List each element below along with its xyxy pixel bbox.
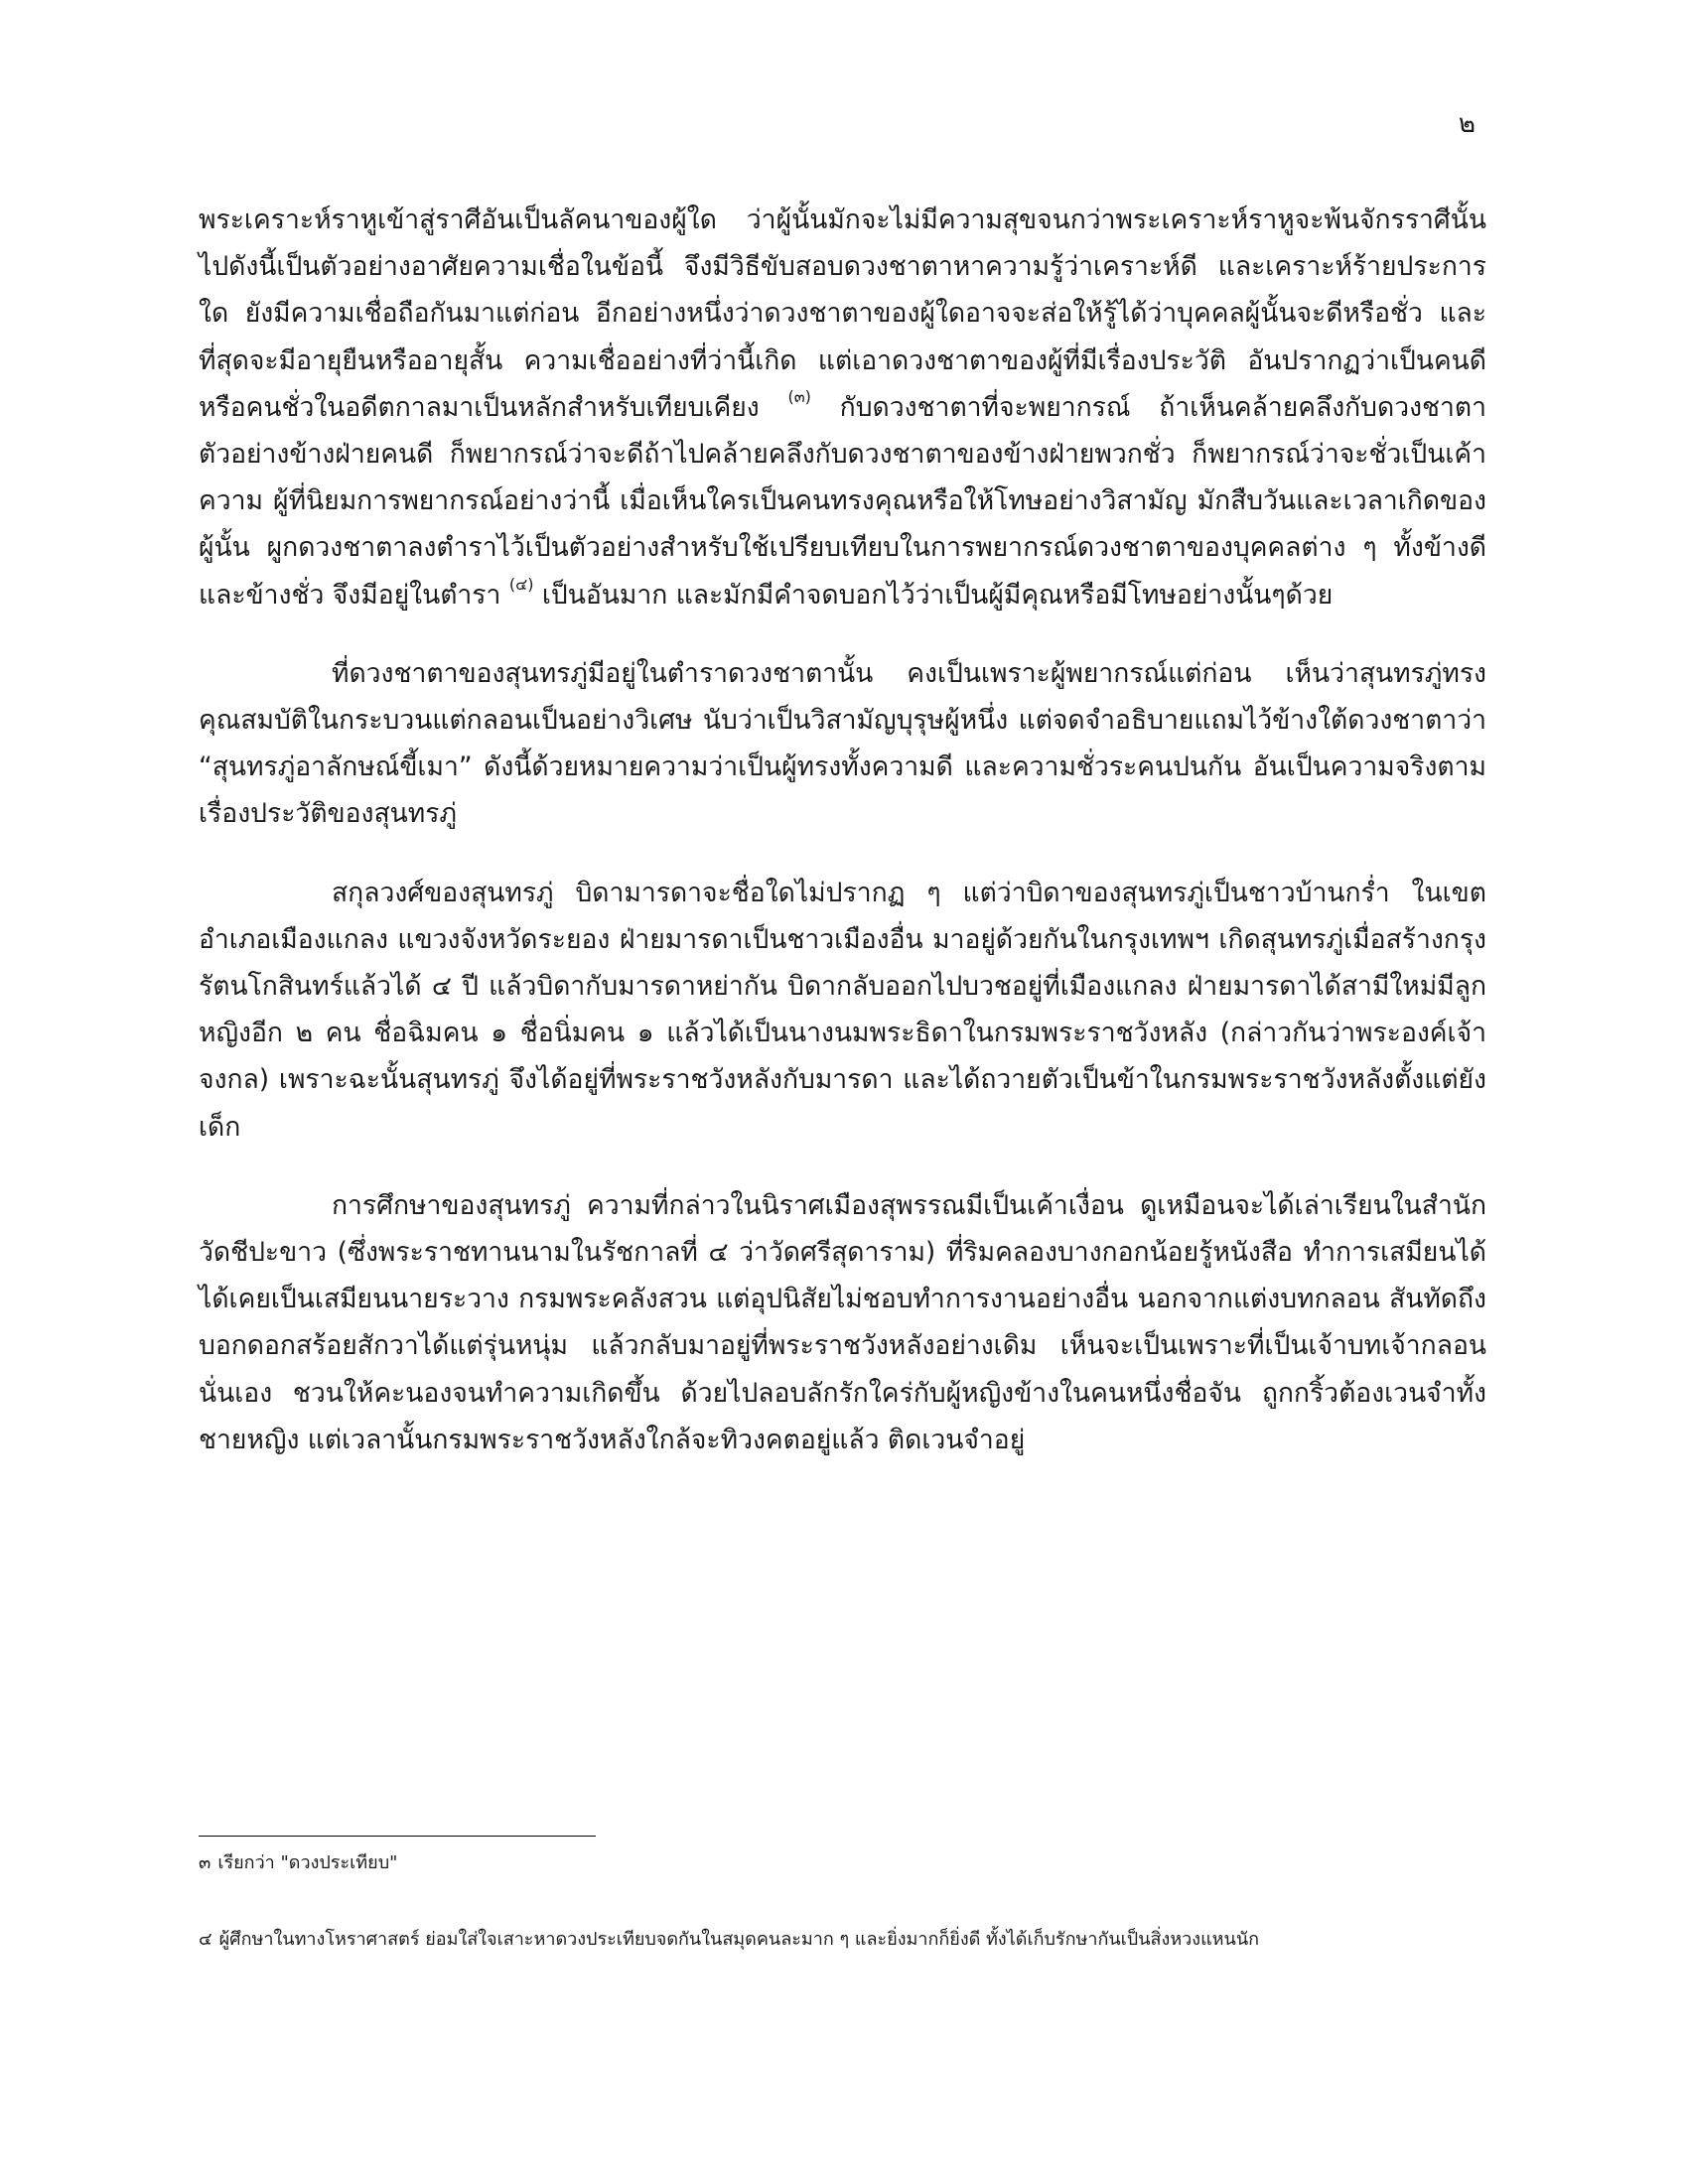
footnote-3-number: ๓	[199, 1852, 211, 1873]
paragraph-3: สกุลวงศ์ของสุนทรภู่ บิดามารดาจะชื่อใดไม่ปรากฏ ๆ แต่ว่าบิดาของสุนทรภู่เป็นชาวบ้านกร่ำ ในเขตอำเภอเมืองแกลง แขวงจังหวัดระยอง ฝ่ายมารดาเป็นชาวเมืองอื่น มาอยู่ด้วยกันในกรุงเทพฯ เกิดสุนทรภู่เมื่อสร้างกรุงรัตนโกสินทร์แล้วได้ ๔ ปี แล้วบิดากับมารดาหย่ากัน บิดากลับออกไปบวชอยู่ที่เมืองแกลง ฝ่ายมารดาได้สามีใหม่มีลูกหญิงอีก ๒ คน ชื่อฉิมคน ๑ ชื่อนิ่มคน ๑ แล้วได้เป็นนางนมพระธิดาในกรมพระราชวังหลัง (กล่าวกันว่าพระองค์เจ้าจงกล) เพราะฉะนั้นสุนทรภู่ จึงได้อยู่ที่พระราชวังหลังกับมารดา และได้ถวายตัวเป็นข้าในกรมพระราชวังหลังตั้งแต่ยังเด็ก	[199, 877, 1486, 1143]
footnote-ref-4: (๔)	[508, 574, 534, 594]
page-number: ๒	[1458, 109, 1476, 139]
footnote-3-text: เรียกว่า "ดวงประเทียบ"	[217, 1852, 398, 1873]
paragraph-1-text-c: เป็นอันมาก และมักมีคำจดบอกไว้ว่าเป็นผู้มีคุณหรือมีโทษอย่างนั้นๆด้วย	[533, 579, 1334, 611]
footnote-divider	[199, 1836, 596, 1837]
footnote-ref-3: (๓)	[787, 386, 811, 406]
paragraph-1	[199, 197, 1486, 618]
paragraph-2: ที่ดวงชาตาของสุนทรภู่มีอยู่ในตำราดวงชาตานั้น คงเป็นเพราะผู้พยากรณ์แต่ก่อน เห็นว่าสุนทรภู่ทรงคุณสมบัติในกระบวนแต่กลอนเป็นอย่างวิเศษ นับว่าเป็นวิสามัญบุรุษผู้หนึ่ง แต่จดจำอธิบายแถมไว้ข้างใต้ดวงชาตาว่า “สุนทรภู่อาลักษณ์ขี้เมา” ดังนี้ด้วยหมายความว่าเป็นผู้ทรงทั้งความดี และความชั่วระคนปนกัน อันเป็นความจริงตามเรื่องประวัติของสุนทรภู่	[199, 657, 1486, 830]
body-text	[199, 197, 1486, 1495]
paragraph-4: การศึกษาของสุนทรภู่ ความที่กล่าวในนิราศเมืองสุพรรณมีเป็นเค้าเงื่อน ดูเหมือนจะได้เล่าเรียนในสำนักวัดชีปะขาว (ซึ่งพระราชทานนามในรัชกาลที่ ๔ ว่าวัดศรีสุดาราม) ที่ริมคลองบางกอกน้อยรู้หนังสือ ทำการเสมียนได้ ได้เคยเป็นเสมียนนายระวาง กรมพระคลังสวน แต่อุปนิสัยไม่ชอบทำการงานอย่างอื่น นอกจากแต่งบทกลอน สันทัดถึงบอกดอกสร้อยสักวาได้แต่รุ่นหนุ่ม แล้วกลับมาอยู่ที่พระราชวังหลังอย่างเดิม เห็นจะเป็นเพราะที่เป็นเจ้าบทเจ้ากลอนนั่นเอง ชวนให้คะนองจนทำความเกิดขึ้น ด้วยไปลอบลักรักใคร่กับผู้หญิงข้างในคนหนึ่งชื่อจัน ถูกกริ้วต้องเวนจำทั้งชายหญิง แต่เวลานั้นกรมพระราชวังหลังใกล้จะทิวงคตอยู่แล้ว ติดเวนจำอยู่	[199, 1189, 1486, 1455]
footnote-3	[199, 1851, 1489, 1875]
footnote-4-text: ผู้ศึกษาในทางโหราศาสตร์ ย่อมใส่ใจเสาะหาดวงประเทียบจดกันในสมุดคนละมาก ๆ และยิ่งมากก็ยิ่งดี ทั้งได้เก็บรักษากันเป็นสิ่งหวงแหนนัก	[218, 1929, 1260, 1950]
footnote-4-number: ๔	[199, 1929, 212, 1950]
footnote-4	[199, 1928, 1489, 1952]
paragraph-1-text-a: พระเคราะห์ราหูเข้าสู่ราศีอันเป็นลัคนาของผู้ใด ว่าผู้นั้นมักจะไม่มีความสุขจนกว่าพระเคราะห์ราหูจะพ้นจักรราศีนั้นไปดังนี้เป็นตัวอย่างอาศัยความเชื่อในข้อนี้ จึงมีวิธีขับสอบดวงชาตาหาความรู้ว่าเคราะห์ดี และเคราะห์ร้ายประการใด ยังมีความเชื่อถือกันมาแต่ก่อน อีกอย่างหนึ่งว่าดวงชาตาของผู้ใดอาจจะส่อให้รู้ได้ว่าบุคคลผู้นั้นจะดีหรือชั่ว และที่สุดจะมีอายุยืนหรืออายุสั้น ความเชื่ออย่างที่ว่านี้เกิด แต่เอาดวงชาตาของผู้ที่มีเรื่องประวัติ อันปรากฏว่าเป็นคนดีหรือคนชั่วในอดีตกาลมาเป็นหลักสำหรับเทียบเคียง	[199, 205, 1486, 423]
paragraph-1-text-b: กับดวงชาตาที่จะพยากรณ์ ถ้าเห็นคล้ายคลึงกับดวงชาตาตัวอย่างข้างฝ่ายคนดี ก็พยากรณ์ว่าจะดีถ้าไปคล้ายคลึงกับดวงชาตาของข้างฝ่ายพวกชั่ว ก็พยากรณ์ว่าจะชั่วเป็นเค้าความ ผู้ที่นิยมการพยากรณ์อย่างว่านี้ เมื่อเห็นใครเป็นคนทรงคุณหรือให้โทษอย่างวิสามัญ มักสืบวันและเวลาเกิดของผู้นั้น ผูกดวงชาตาลงตำราไว้เป็นตัวอย่างสำหรับใช้เปรียบเทียบในการพยากรณ์ดวงชาตาของบุคคลต่าง ๆ ทั้งข้างดีและข้างชั่ว จึงมีอยู่ในตำรา	[199, 391, 1486, 611]
